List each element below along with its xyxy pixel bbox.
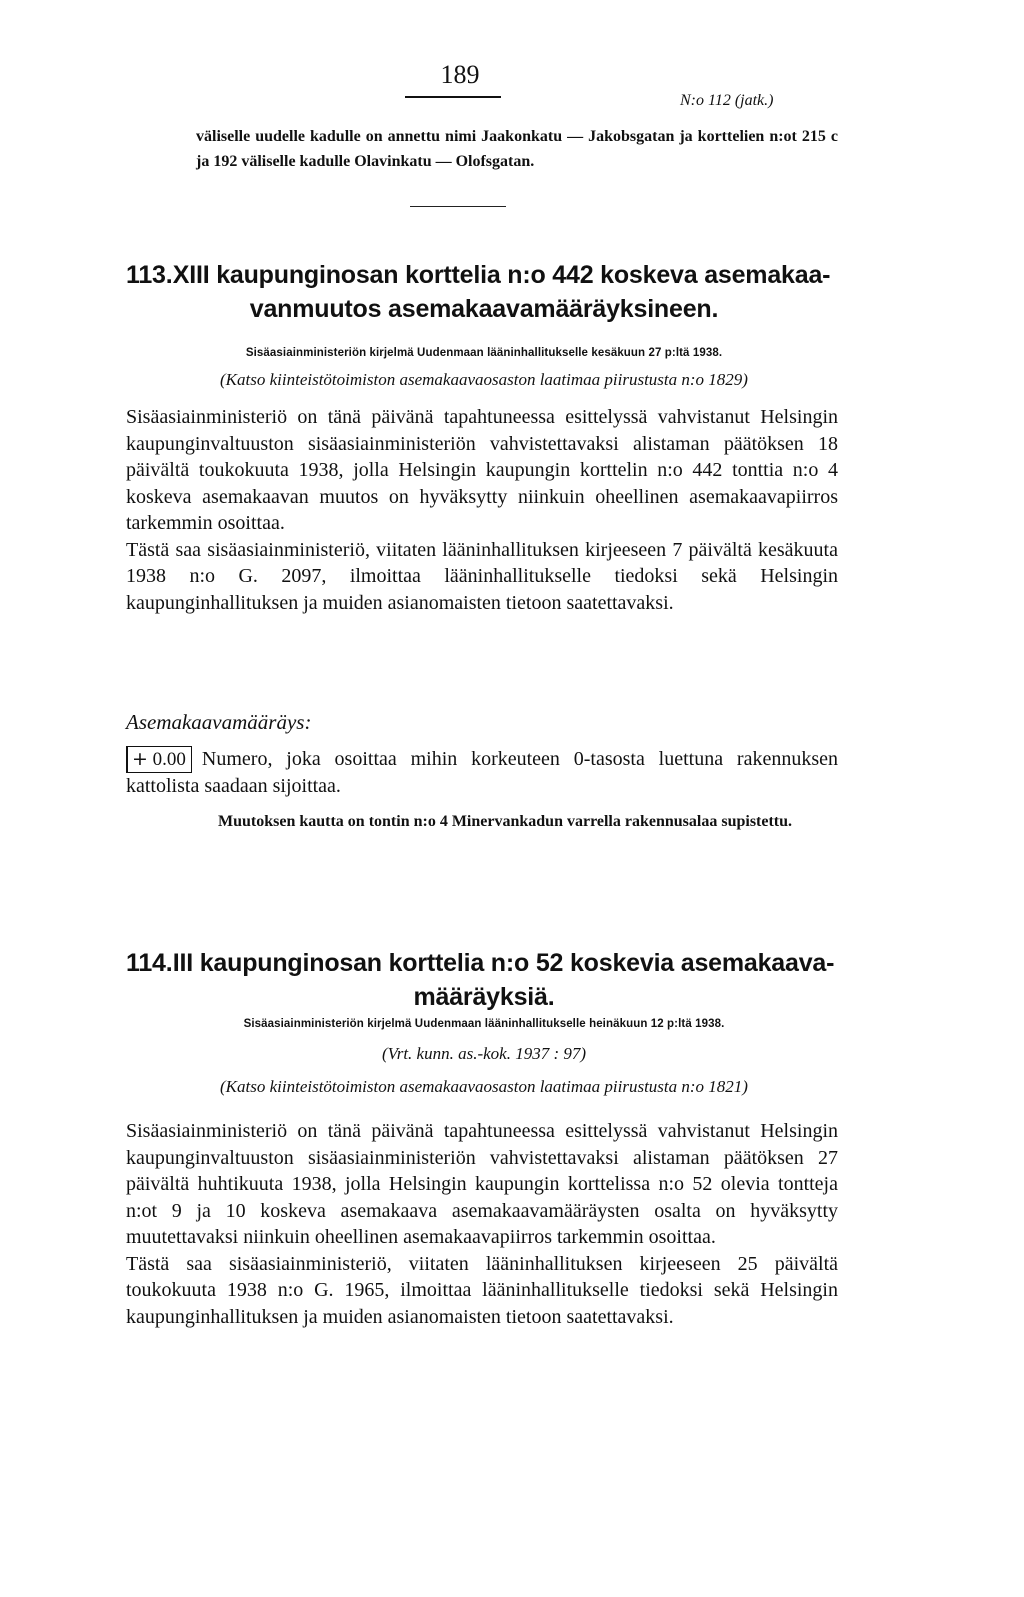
- plus-icon: +: [132, 748, 148, 770]
- item-113-number: 113.: [126, 261, 173, 289]
- page-number: 189: [440, 60, 480, 89]
- height-symbol-box: [126, 746, 192, 773]
- item-113-title-line2: vanmuutos asemakaavamääräyksineen.: [249, 295, 719, 323]
- item-113-body: [126, 404, 838, 616]
- item-114-body: [126, 1118, 838, 1330]
- item-113-paragraph-1: Sisäasiainministeriö on tänä päivänä tapahtuneessa esittelyssä vahvistanut Helsingin kaupunginvaltuuston sisäasiainministeriön vahvistettavaksi alistaman päätöksen 18 päivältä toukokuuta 1938, jolla Helsingin kaupungin korttelin n:o 442 tonttia n:o 4 koskeva asemakaavan muutos on hyväksytty niinkuin oheellinen asemakaavapiirros tarkemmin osoittaa.: [126, 406, 838, 534]
- item-113-letter: Sisäasiainministeriön kirjelmä Uudenmaan lääninhallitukselle kesäkuun 27 p:ltä 1938.: [245, 347, 723, 359]
- item-113-title-line1: XIII kaupunginosan korttelia n:o 442 koskeva asemakaa-: [172, 261, 831, 289]
- item-113-note: Muutoksen kautta on tontin n:o 4 Minervankadun varrella rakennusalaa supistettu.: [218, 813, 793, 830]
- legend-text: Numero, joka osoittaa mihin korkeuteen 0-tasosta luettuna rakennuksen kattolista saadaan sijoittaa.: [126, 748, 838, 797]
- item-114-letter: Sisäasiainministeriön kirjelmä Uudenmaan lääninhallitukselle heinäkuun 12 p:ltä 1938.: [243, 1018, 725, 1030]
- item-114-title-line1: III kaupunginosan korttelia n:o 52 koskevia asemakaava-: [172, 949, 835, 977]
- item-113-legend: [126, 746, 838, 800]
- item-114-cross-reference: (Vrt. kunn. as.-kok. 1937 : 97): [381, 1044, 587, 1063]
- item-114-number: 114.: [126, 949, 173, 977]
- previous-item-tail: väliselle uudelle kadulle on annettu nimi Jaakonkatu — Jakobsgatan ja korttelien n:ot 215 c ja 192 väliselle kadulle Olavinkatu — Olofsgatan.: [196, 128, 838, 170]
- item-114-reference: (Katso kiinteistötoimiston asemakaavaosaston laatimaa piirustusta n:o 1821): [220, 1077, 748, 1096]
- item-113-paragraph-2: Tästä saa sisäasiainministeriö, viitaten lääninhallituksen kirjeeseen 7 päivältä kesäkuuta 1938 n:o G. 2097, ilmoittaa lääninhallitukselle tiedoksi sekä Helsingin kaupunginhallituksen ja muiden asianomaisten tietoon saatettavaksi.: [126, 538, 838, 614]
- section-separator: [410, 206, 506, 207]
- item-114-paragraph-1: Sisäasiainministeriö on tänä päivänä tapahtuneessa esittelyssä vahvistanut Helsingin kaupunginvaltuuston sisäasiainministeriön vahvistettavaksi alistaman päätöksen 27 päivältä huhtikuuta 1938, jolla Helsingin kaupungin korttelissa n:o 52 olevia tontteja n:ot 9 ja 10 koskeva asemakaava asemakaavamääräysten osalta on hyväksytty muutettavaksi niinkuin oheellinen asemakaavapiirros tarkemmin osoittaa.: [126, 1120, 838, 1248]
- height-symbol-value: 0.00: [152, 749, 186, 770]
- page-number-rule: [405, 96, 501, 98]
- item-113-reference: (Katso kiinteistötoimiston asemakaavaosaston laatimaa piirustusta n:o 1829): [220, 370, 748, 389]
- item-114-heading: [126, 946, 842, 1014]
- item-114-paragraph-2: Tästä saa sisäasiainministeriö, viitaten lääninhallituksen kirjeeseen 25 päivältä toukokuuta 1938 n:o G. 1965, ilmoittaa lääninhallitukselle tiedoksi sekä Helsingin kaupunginhallituksen ja muiden asianomaisten tietoon saatettavaksi.: [126, 1252, 838, 1328]
- continuation-label: N:o 112 (jatk.): [680, 92, 774, 109]
- item-113-subheading: Asemakaavamääräys:: [126, 710, 312, 734]
- item-113-heading: [126, 258, 842, 326]
- item-114-title-line2: määräyksiä.: [413, 983, 555, 1011]
